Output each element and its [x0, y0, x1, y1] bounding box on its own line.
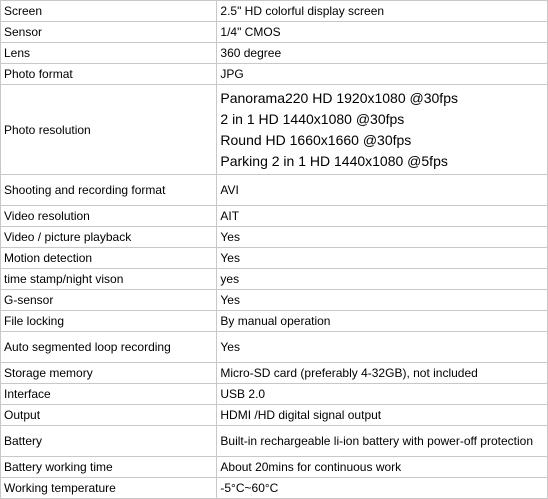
table-row [1, 248, 548, 269]
table-row [1, 384, 548, 405]
table-row [1, 332, 548, 363]
spec-value: 1/4" CMOS [217, 22, 548, 43]
spec-value-line: 2 in 1 HD 1440x1080 @30fps [220, 110, 405, 127]
spec-label: Battery working time [1, 457, 217, 478]
spec-label: Battery [1, 426, 217, 457]
table-row [1, 1, 548, 22]
spec-value: Yes [217, 227, 548, 248]
spec-label: Output [1, 405, 217, 426]
spec-value-list [217, 85, 548, 175]
spec-value: AVI [217, 175, 548, 206]
spec-label: Lens [1, 43, 217, 64]
spec-label: Auto segmented loop recording [1, 332, 217, 363]
spec-label: Shooting and recording format [1, 175, 217, 206]
spec-value: Built-in rechargeable li-ion battery with power-off protection [217, 426, 548, 457]
table-row [1, 426, 548, 457]
spec-label: Motion detection [1, 248, 217, 269]
table-row [1, 311, 548, 332]
spec-label: Working temperature [1, 478, 217, 499]
spec-label: G-sensor [1, 290, 217, 311]
table-row [1, 22, 548, 43]
spec-label: Photo format [1, 64, 217, 85]
spec-label: Sensor [1, 22, 217, 43]
table-row [1, 85, 548, 175]
spec-value: yes [217, 269, 548, 290]
spec-value: 360 degree [217, 43, 548, 64]
table-row [1, 457, 548, 478]
table-row [1, 206, 548, 227]
table-row [1, 478, 548, 499]
table-row [1, 227, 548, 248]
spec-value: About 20mins for continuous work [217, 457, 548, 478]
spec-value: 2.5" HD colorful display screen [217, 1, 548, 22]
spec-value: USB 2.0 [217, 384, 548, 405]
spec-label: Screen [1, 1, 217, 22]
table-row [1, 405, 548, 426]
table-row [1, 43, 548, 64]
spec-label: File locking [1, 311, 217, 332]
spec-value: Yes [217, 332, 548, 363]
spec-value: Yes [217, 248, 548, 269]
table-row [1, 269, 548, 290]
spec-value: Yes [217, 290, 548, 311]
spec-value-line: Panorama220 HD 1920x1080 @30fps [220, 89, 458, 106]
spec-value: By manual operation [217, 311, 548, 332]
spec-label: Photo resolution [1, 85, 217, 175]
spec-label: Video / picture playback [1, 227, 217, 248]
spec-value: -5°C~60°C [217, 478, 548, 499]
spec-label: Video resolution [1, 206, 217, 227]
spec-value-line: Parking 2 in 1 HD 1440x1080 @5fps [220, 152, 448, 169]
spec-label: Interface [1, 384, 217, 405]
spec-value: AIT [217, 206, 548, 227]
table-row [1, 64, 548, 85]
spec-label: Storage memory [1, 363, 217, 384]
spec-label: time stamp/night vison [1, 269, 217, 290]
table-row [1, 290, 548, 311]
spec-value-line: Round HD 1660x1660 @30fps [220, 131, 412, 148]
spec-value: Micro-SD card (preferably 4-32GB), not included [217, 363, 548, 384]
spec-value: JPG [217, 64, 548, 85]
table-row [1, 363, 548, 384]
spec-value: HDMI /HD digital signal output [217, 405, 548, 426]
table-row [1, 175, 548, 206]
